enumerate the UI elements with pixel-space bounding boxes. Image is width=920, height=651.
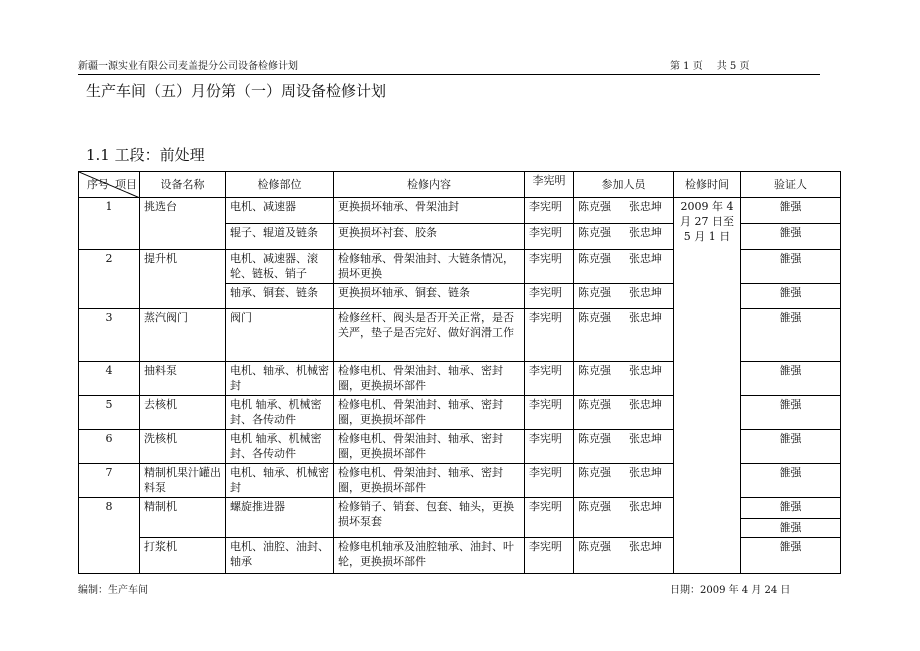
participant-1: 陈克强 (578, 226, 611, 239)
company-header: 新疆一源实业有限公司麦盖提分公司设备检修计划 (78, 61, 298, 72)
time-cell (674, 198, 741, 574)
participant-1: 陈克强 (578, 398, 611, 411)
content-cell: 检修电机轴承及油腔轴承、油封、叶轮，更换损坏部件 (334, 538, 525, 574)
participants-cell (574, 224, 674, 250)
prepared-by: 编制：生产车间 (78, 585, 148, 596)
seq-cell: 6 (79, 430, 140, 464)
part-cell: 螺旋推进器 (226, 498, 334, 538)
lead-cell: 李宪明 (525, 538, 574, 574)
lead-cell: 李宪明 (525, 198, 574, 224)
part-cell: 轴承、铜套、链条 (226, 284, 334, 309)
page-indicator (670, 61, 763, 73)
lead-cell: 李宪明 (525, 362, 574, 396)
equipment-cell: 蒸汽阀门 (140, 309, 226, 362)
document-date: 日期：2009 年 4 月 24 日 (670, 585, 791, 596)
participant-2: 张忠坤 (629, 200, 662, 213)
equipment-cell: 去核机 (140, 396, 226, 430)
participant-1: 陈克强 (578, 500, 611, 513)
content-cell: 检修电机、骨架油封、轴承、密封圈，更换损坏部件 (334, 464, 525, 498)
lead-header: 李宪明 (525, 172, 574, 198)
verifier-cell: 雒强 (741, 464, 841, 498)
participants-cell (574, 250, 674, 284)
equipment-cell: 精制机果汁罐出料泵 (140, 464, 226, 498)
lead-cell: 李宪明 (525, 250, 574, 284)
participant-1: 陈克强 (578, 286, 611, 299)
seq-cell: 5 (79, 396, 140, 430)
equipment-cell: 抽料泵 (140, 362, 226, 396)
verifier-cell: 雒强 (741, 396, 841, 430)
verifier-cell: 雒强 (741, 309, 841, 362)
table-row (79, 198, 841, 224)
section-title: 1.1 工段：前处理 (86, 146, 205, 164)
participants-cell (574, 396, 674, 430)
equipment-cell: 提升机 (140, 250, 226, 309)
participant-1: 陈克强 (578, 200, 611, 213)
part-cell: 电机、油腔、油封、轴承 (226, 538, 334, 574)
participant-2: 张忠坤 (629, 432, 662, 445)
equipment-cell: 挑选台 (140, 198, 226, 250)
time-header: 检修时间 (674, 172, 741, 198)
participant-2: 张忠坤 (629, 364, 662, 377)
participant-2: 张忠坤 (629, 226, 662, 239)
participants-cell (574, 464, 674, 498)
verifier-cell: 雒强 (741, 198, 841, 224)
part-cell: 电机、轴承、机械密封 (226, 464, 334, 498)
lead-cell: 李宪明 (525, 430, 574, 464)
verifier-cell: 雒强 (741, 538, 841, 574)
content-header: 检修内容 (334, 172, 525, 198)
equipment-cell: 精制机 (140, 498, 226, 538)
content-cell: 更换损坏轴承、骨架油封 (334, 198, 525, 224)
participant-1: 陈克强 (578, 432, 611, 445)
verifier-cell: 雒强 (741, 430, 841, 464)
part-header: 检修部位 (226, 172, 334, 198)
lead-cell: 李宪明 (525, 284, 574, 309)
participants-header: 参加人员 (574, 172, 674, 198)
participants-cell (574, 284, 674, 309)
seq-header: 序号 (87, 178, 109, 191)
part-cell: 电机 轴承、机械密封、各传动件 (226, 396, 334, 430)
verifier-cell: 雒强 (741, 362, 841, 396)
table-header-row (79, 172, 841, 198)
verifier-header: 验证人 (741, 172, 841, 198)
participant-1: 陈克强 (578, 252, 611, 265)
part-cell: 电机、减速器、滚轮、链板、销子 (226, 250, 334, 284)
participants-cell (574, 309, 674, 362)
participant-1: 陈克强 (578, 540, 611, 553)
lead-cell: 李宪明 (525, 309, 574, 362)
part-cell: 电机 轴承、机械密封、各传动件 (226, 430, 334, 464)
verifier-cell: 雒强 (741, 498, 841, 519)
participant-1: 陈克强 (578, 311, 611, 324)
participant-2: 张忠坤 (629, 286, 662, 299)
seq-item-header (79, 172, 140, 198)
lead-cell: 李宪明 (525, 224, 574, 250)
participant-2: 张忠坤 (629, 311, 662, 324)
equipment-header: 设备名称 (140, 172, 226, 198)
seq-cell: 1 (79, 198, 140, 250)
document-title: 生产车间（五）月份第（一）周设备检修计划 (86, 82, 387, 100)
verifier-cell: 雒强 (741, 284, 841, 309)
page-number: 第 1 页 (670, 61, 703, 72)
part-cell: 辊子、辊道及链条 (226, 224, 334, 250)
seq-cell: 8 (79, 498, 140, 574)
equipment-cell: 打浆机 (140, 538, 226, 574)
maintenance-plan-table (78, 171, 841, 574)
content-cell: 检修电机、骨架油封、轴承、密封圈，更换损坏部件 (334, 362, 525, 396)
participants-cell (574, 498, 674, 538)
verifier-cell: 雒强 (741, 250, 841, 284)
participant-2: 张忠坤 (629, 398, 662, 411)
page-total: 共 5 页 (716, 61, 750, 72)
participant-2: 张忠坤 (629, 540, 662, 553)
content-cell: 检修电机、骨架油封、轴承、密封圈，更换损坏部件 (334, 430, 525, 464)
participant-2: 张忠坤 (629, 252, 662, 265)
content-cell: 更换损坏衬套、胶条 (334, 224, 525, 250)
seq-cell: 7 (79, 464, 140, 498)
equipment-cell: 洗核机 (140, 430, 226, 464)
seq-cell: 4 (79, 362, 140, 396)
content-cell: 检修丝杆、阀头是否开关正常，是否关严，垫子是否完好、做好润滑工作 (334, 309, 525, 362)
content-cell: 检修轴承、骨架油封、大链条情况，损坏更换 (334, 250, 525, 284)
page-header (78, 61, 820, 75)
seq-cell: 2 (79, 250, 140, 309)
part-cell: 电机、减速器 (226, 198, 334, 224)
content-cell: 检修销子、销套、包套、轴头，更换损坏泵套 (334, 498, 525, 538)
participant-2: 张忠坤 (629, 500, 662, 513)
participant-1: 陈克强 (578, 364, 611, 377)
lead-cell: 李宪明 (525, 498, 574, 538)
verifier-cell: 雒强 (741, 224, 841, 250)
participants-cell (574, 430, 674, 464)
part-cell: 阀门 (226, 309, 334, 362)
participant-1: 陈克强 (578, 466, 611, 479)
participants-cell (574, 362, 674, 396)
participants-cell (574, 198, 674, 224)
seq-cell: 3 (79, 309, 140, 362)
content-cell: 更换损坏轴承、铜套、链条 (334, 284, 525, 309)
verifier-cell: 雒强 (741, 519, 841, 538)
lead-cell: 李宪明 (525, 396, 574, 430)
participant-2: 张忠坤 (629, 466, 662, 479)
participants-cell (574, 538, 674, 574)
time-value: 2009 年 4 月 27 日至 5 月 1 日 (680, 200, 734, 243)
part-cell: 电机、轴承、机械密封 (226, 362, 334, 396)
item-header: 项目 (115, 178, 137, 191)
header-divider (78, 74, 820, 75)
content-cell: 检修电机、骨架油封、轴承、密封圈，更换损坏部件 (334, 396, 525, 430)
lead-cell: 李宪明 (525, 464, 574, 498)
